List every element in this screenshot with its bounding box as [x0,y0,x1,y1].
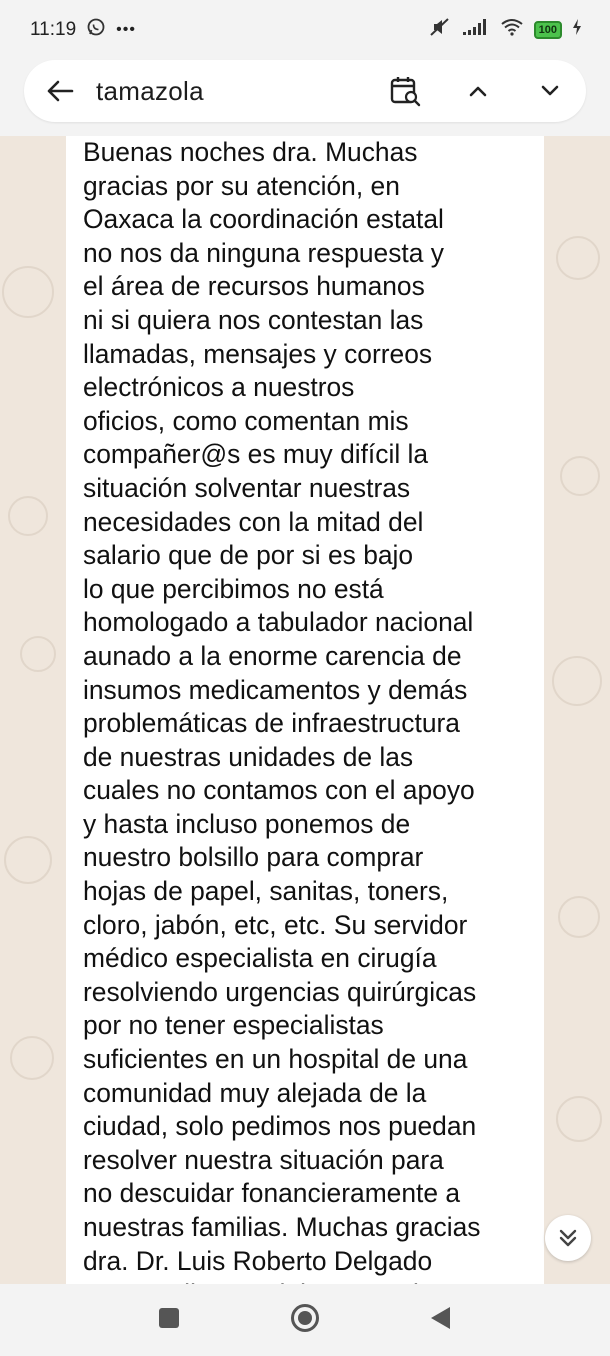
home-button[interactable] [290,1303,320,1338]
wallpaper-doodle [556,236,600,280]
message-line: nuestras familias. Muchas gracias [83,1212,481,1242]
scroll-to-bottom-button[interactable] [545,1215,591,1261]
system-nav-bar [0,1284,610,1356]
wifi-icon [500,18,524,42]
mute-icon [428,17,452,43]
message-line: lo que percibimos no está [83,573,384,604]
message-line: resolviendo urgencias quirúrgicas [83,976,477,1007]
wallpaper-doodle [556,1096,602,1142]
status-right [428,17,582,43]
recents-button[interactable] [158,1307,180,1334]
message-line: hojas de papel, sanitas, toners, [83,876,449,907]
battery-indicator: 100 [534,21,562,39]
square-icon [158,1307,180,1329]
message-line: homologado a tabulador nacional [83,607,474,638]
status-time: 11:19 [30,19,77,40]
chevron-up-icon [468,84,488,98]
message-line: llamadas, mensajes y correos [83,338,433,369]
circle-icon [290,1303,320,1333]
status-left [30,17,136,43]
signal-icon [462,18,490,42]
message-line: cuales no contamos con el apoyo [83,775,475,806]
message-line: compañer@s es muy difícil la [83,439,429,470]
message-bubble[interactable] [66,136,544,1296]
message-line: por no tener especialistas [83,1010,384,1041]
message-line: médico especialista en cirugía [83,943,437,974]
wallpaper-doodle [552,656,602,706]
chevron-down-icon [540,84,560,98]
status-bar [0,0,610,60]
wallpaper-doodle [4,836,52,884]
chat-area[interactable] [0,136,610,1284]
double-chevron-down-icon [558,1227,578,1249]
message-line: no descuidar fonancieramente a [83,1178,461,1209]
search-input[interactable]: tamazola [96,75,204,106]
wallpaper-doodle [560,456,600,496]
message-line: Buenas noches dra. Muchas [83,137,418,167]
search-bar [24,60,586,122]
wallpaper-doodle [20,636,56,672]
message-line: de nuestras unidades de las [83,741,414,772]
message-line: salario que de por si es bajo [83,540,414,571]
message-text [83,136,544,1312]
previous-result-button[interactable] [442,60,514,122]
message-line: no nos da ninguna respuesta y [83,237,444,268]
message-line: comunidad muy alejada de la [83,1077,427,1108]
message-line: insumos medicamentos y demás [83,674,468,705]
next-result-button[interactable] [514,60,586,122]
message-line: nuestro bolsillo para comprar [83,842,424,873]
wallpaper-doodle [8,496,48,536]
message-line: gracias por su atención, en [83,170,400,201]
message-line: electrónicos a nuestros [83,372,355,403]
message-line: problemáticas de infraestructura [83,708,460,739]
wallpaper-doodle [10,1036,54,1080]
message-line: situación solventar nuestras [83,472,411,503]
message-line: y hasta incluso ponemos de [83,808,411,839]
message-line: resolver nuestra situación para [83,1144,444,1175]
message-line: necesidades con la mitad del [83,506,424,537]
message-line: cloro, jabón, etc, etc. Su servidor [83,909,468,940]
wallpaper-doodle [2,266,54,318]
more-notifications-icon: ••• [116,21,136,38]
message-line: aunado a la enorme carencia de [83,640,462,671]
message-line: ni si quiera nos contestan las [83,304,424,335]
message-line: suficientes en un hospital de una [83,1044,468,1075]
triangle-back-icon [430,1306,452,1330]
message-line: oficios, como comentan mis [83,405,409,436]
back-button[interactable] [24,60,96,122]
calendar-search-icon [389,75,423,107]
message-line: ciudad, solo pedimos nos puedan [83,1111,477,1142]
message-line: el área de recursos humanos [83,271,425,302]
search-header [0,60,610,136]
message-line: dra. Dr. Luis Roberto Delgado [83,1245,433,1276]
message-line: Oaxaca la coordinación estatal [83,204,444,235]
wallpaper-doodle [558,896,600,938]
arrow-left-icon [46,79,74,103]
whatsapp-notification-icon [86,17,106,43]
search-by-date-button[interactable] [370,60,442,122]
charging-icon [572,18,582,42]
nav-back-button[interactable] [430,1306,452,1335]
